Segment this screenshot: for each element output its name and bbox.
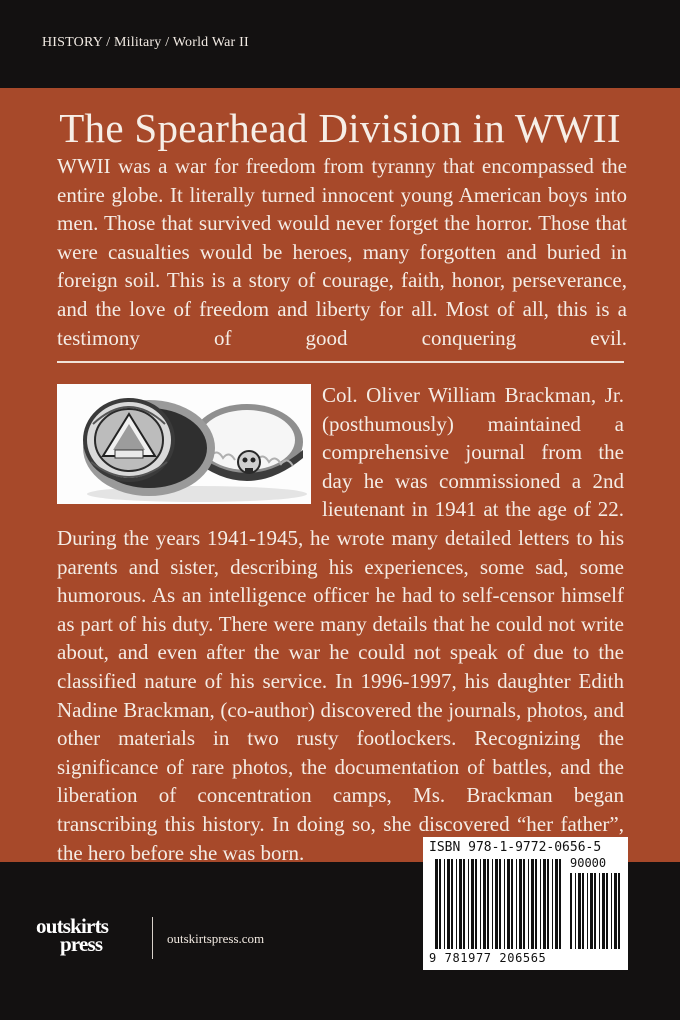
barcode-bar: [611, 873, 612, 949]
rings-photo: [57, 384, 311, 504]
barcode-bar: [590, 873, 593, 949]
price-code: 90000: [570, 856, 607, 870]
barcode-bar: [492, 859, 493, 949]
barcode-bar: [480, 859, 481, 949]
barcode-bar: [547, 859, 549, 949]
barcode-bar: [483, 859, 486, 949]
barcode-bar: [447, 859, 450, 949]
barcode-bar: [444, 859, 445, 949]
top-band: [0, 0, 680, 88]
barcode-bar: [516, 859, 517, 949]
barcode-bar: [463, 859, 465, 949]
barcode-bar: [471, 859, 474, 949]
barcode-bar: [594, 873, 596, 949]
barcode-bar: [439, 859, 441, 949]
barcode-bar: [459, 859, 462, 949]
barcode-box: [423, 837, 628, 970]
barcode-bar: [606, 873, 608, 949]
barcode-bar: [511, 859, 513, 949]
barcode-bar: [575, 873, 576, 949]
publisher-logo: [36, 914, 156, 958]
barcode-bar: [487, 859, 489, 949]
barcode-bar: [552, 859, 553, 949]
barcode-bar: [435, 859, 438, 949]
barcode-bar: [495, 859, 498, 949]
barcode-bar: [519, 859, 522, 949]
barcode-bar: [456, 859, 457, 949]
barcode-bar: [587, 873, 588, 949]
barcode-bar: [555, 859, 558, 949]
logo-line-2: press: [60, 932, 103, 956]
body-paragraph: Col. Oliver William Brackman, Jr. (posthumously) maintained a comprehensive journal from the day he was commissioned a 2nd lieutenant in 1941 at the age of 22. During the years 1941-1945, he wrote many detailed letters to his parents and sister, describing his experiences, some sad, some humorous. As an intelligence officer he had to self-censor himself as part of his duty. There were many details that he could not write about, and even after the war he could not speak of due to the classified nature of his service. In 1996-1997, his daughter Edith Nadine Brackman, (co-author) discovered the journals, photos, and other materials in two rusty footlockers. Recognizing the significance of rare photos, the documentation of battles, and the liberation of concentration camps, Ms. Brackman began transcribing this history. In doing so, she discovered “her father”, the hero before she was born.: [57, 383, 624, 865]
barcode-bar: [540, 859, 541, 949]
book-title: The Spearhead Division in WWII: [59, 105, 621, 151]
barcode-bar: [570, 873, 572, 949]
category-label: HISTORY / Military / World War II: [42, 35, 249, 50]
barcode-bar: [451, 859, 453, 949]
barcode-bar: [578, 873, 581, 949]
barcode-bar: [543, 859, 546, 949]
logo-line-1: outskirts: [36, 914, 109, 938]
barcode-bar: [507, 859, 510, 949]
barcode-bar: [599, 873, 600, 949]
barcode-bar: [528, 859, 529, 949]
rings-illustration: [57, 384, 311, 504]
barcode-bar: [504, 859, 505, 949]
barcode-bar: [468, 859, 469, 949]
intro-paragraph: WWII was a war for freedom from tyranny that encompassed the entire globe. It literally turned innocent young American boys into men. Those that survived would never forget the horror. Those that were casualties would be heroes, many forgotten and buried in foreign soil. This is a story of courage, faith, honor, perseverance, and the love of freedom and liberty for all. Most of all, this is a testimony of good conquering evil.: [57, 154, 627, 350]
publisher-website: outskirtspress.com: [167, 931, 265, 946]
barcode-bar: [618, 873, 620, 949]
isbn-text: ISBN 978-1-9772-0656-5: [429, 840, 602, 855]
barcode-bar: [499, 859, 501, 949]
barcode-bar: [531, 859, 534, 949]
barcode-bar: [559, 859, 561, 949]
logo-divider: [152, 917, 153, 959]
barcode-digits: 9 781977 206565: [429, 951, 547, 965]
barcode-bar: [535, 859, 537, 949]
barcode-bar: [475, 859, 477, 949]
barcode-bar: [523, 859, 525, 949]
divider-rule: [57, 361, 624, 363]
barcode-bar: [614, 873, 617, 949]
barcode-bar: [602, 873, 605, 949]
barcode-bar: [582, 873, 584, 949]
